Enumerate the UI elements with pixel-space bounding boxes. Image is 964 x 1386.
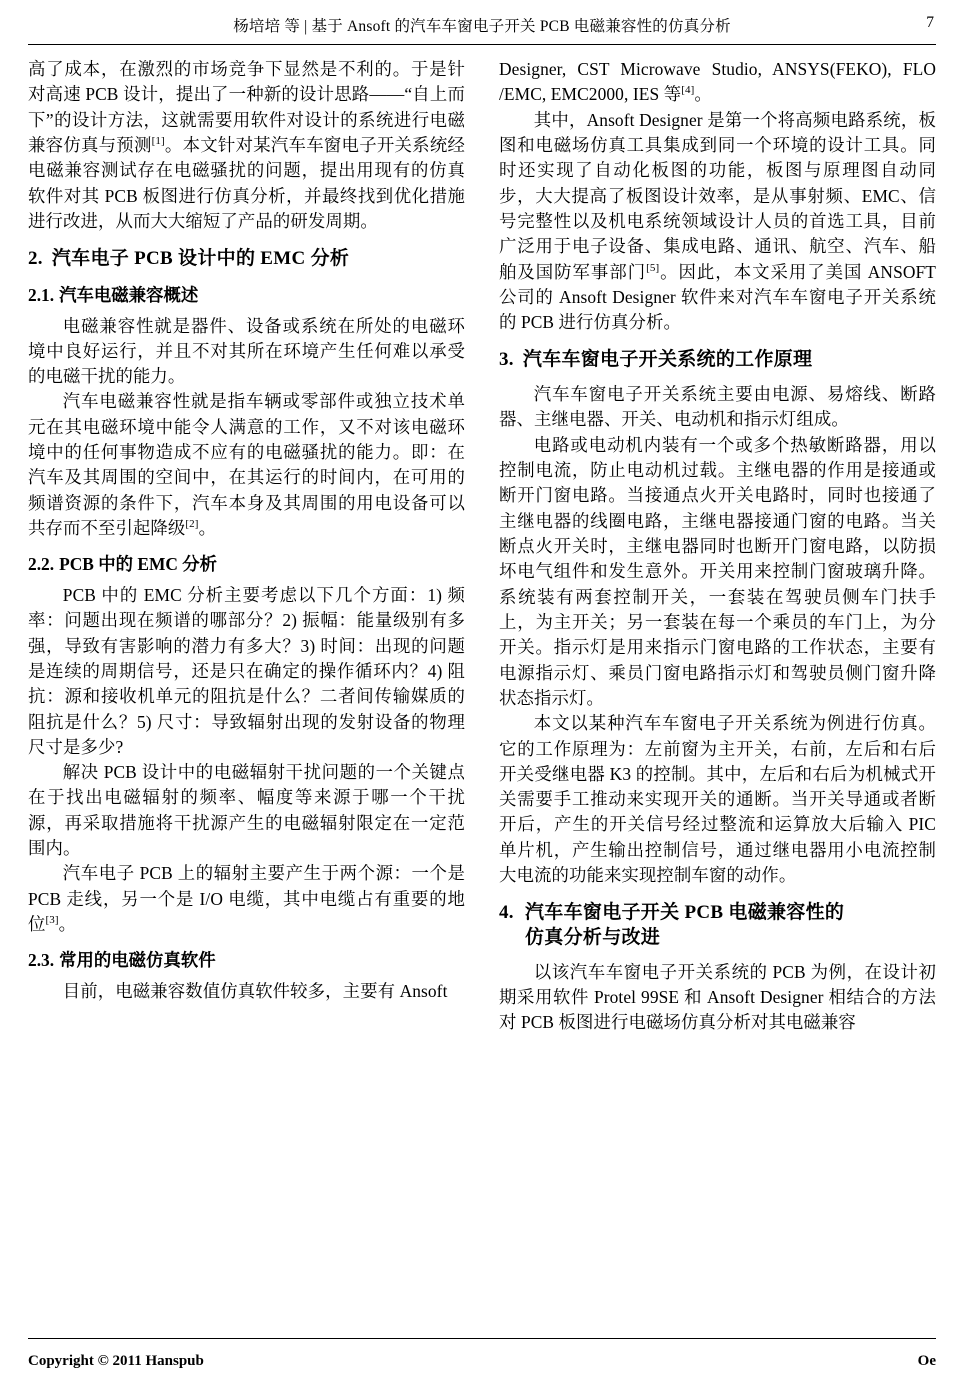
paragraph: PCB 中的 EMC 分析主要考虑以下几个方面：1) 频率：问题出现在频谱的哪部分？2) 振幅：能量级别有多强，导致有害影响的潜力有多大？3) 时间：出现的问题是连续的周期信号，还是只在确定的操作循环内？4) 阻抗：源和接收机单元的阻抗是什么？二者间传输媒质的阻抗是什么？5) 尺寸：导致辐射出现的发射设备的物理尺寸是多少? [28,584,465,757]
section-title: 汽车电子 PCB 设计中的 EMC 分析 [51,248,350,270]
paragraph: 汽车电子 PCB 上的辐射主要产生于两个源：一个是 PCB 走线，另一个是 I/O 电缆，其中电缆占有重要的地位[3]。 [28,863,465,934]
section-title: 汽车车窗电子开关系统的工作原理 [522,349,813,371]
subsection-heading-2-1 [28,284,465,307]
right-column [499,57,936,1315]
subsection-heading-2-3 [28,949,465,972]
paragraph: 电磁兼容性就是器件、设备或系统在所处的电磁环境中良好运行，并且不对其所在环境产生任何难以承受的电磁干扰的能力。 [28,315,465,387]
paragraph: 本文以某种汽车车窗电子开关系统为例进行仿真。它的工作原理为：左前窗为主开关，右前，左后和右后开关受继电器 K3 的控制。其中，左后和右后为机械式开关需要手工推动来实现开关的通断。当开关导通或者断开后，产生的开关信号经过整流和运算放大后输入 PIC 单片机，产生输出控制信号，通过继电器用小电流控制大电流的功能来实现控制车窗的动作。 [499,713,936,886]
section-number: 2. [28,248,43,270]
section-number: 3. [499,349,514,371]
paragraph: 高了成本，在激烈的市场竞争下显然是不利的。于是针对高速 PCB 设计，提出了一种新的设计思路——“自上而下”的设计方法，这就需要用软件对设计的系统进行电磁兼容仿真与预测[1]。本文针对某汽车车窗电子开关系统经电磁兼容测试存在电磁骚扰的问题，提出用现有的仿真软件对其 PCB 板图进行仿真分析，并最终找到优化措施进行改进，从而大大缩短了产品的研发周期。 [28,59,465,231]
running-title: 杨培培 等 | 基于 Ansoft 的汽车车窗电子开关 PCB 电磁兼容性的仿真分析 [233,18,731,35]
section-title-block [525,901,936,950]
running-head-inner [28,14,936,41]
subsection-heading-2-2 [28,553,465,576]
left-column [28,57,465,1315]
subsection-number: 2.2. [28,554,55,575]
section-heading-4 [499,901,936,950]
page-number: 7 [926,14,934,31]
page-footer [28,1338,936,1370]
section-title-line-2: 仿真分析与改进 [525,927,661,949]
subsection-number: 2.1. [28,284,55,305]
section-title-line-1: 汽车车窗电子开关 PCB 电磁兼容性的 [525,902,845,924]
section-heading-2 [28,247,465,272]
paragraph: 目前，电磁兼容数值仿真软件较多，主要有 Ansoft [62,980,448,1001]
section-number: 4. [499,902,514,924]
two-column-body [28,57,936,1315]
paragraph: 汽车电磁兼容性就是指车辆或零部件或独立技术单元在其电磁环境中能令人满意的工作，又不对该电磁环境中的任何事物造成不应有的电磁骚扰的能力。即：在汽车及其周围的空间中，在其运行的时间内，在可用的频谱资源的条件下，汽车本身及其周围的用电设备可以共存而不至引起降级[2]。 [28,391,465,538]
running-head [28,14,936,45]
paragraph: Designer, CST Microwave Studio, ANSYS(FEKO), FLO /EMC, EMC2000, IES 等[4]。 [499,59,936,105]
paragraph: 电路或电动机内装有一个或多个热敏断路器，用以控制电流，防止电动机过载。主继电器的作用是接通或断开门窗电路。当接通点火开关电路时，同时也接通了主继电器的线圈电路，主继电器接通门窗的电路。当关断点火开关时，主继电器同时也断开门窗电路，以防损坏电气组件和发生意外。开关用来控制门窗玻璃升降。系统装有两套控制开关，一套装在驾驶员侧车门扶手上，为主开关；另一套装在每一个乘员的车门上，为分开关。指示灯是用来指示门窗电路的工作状态，主要有电源指示灯、乘员门窗电路指示灯和驾驶员侧门窗升降状态指示灯。 [499,434,936,708]
footer-right-mark: Oe [917,1353,936,1369]
copyright-notice: Copyright © 2011 Hanspub [28,1353,204,1369]
subsection-title: 汽车电磁兼容概述 [59,284,199,305]
subsection-number: 2.3. [28,950,55,971]
paragraph: 汽车车窗电子开关系统主要由电源、易熔线、断路器、主继电器、开关、电动机和指示灯组成。 [499,384,936,430]
subsection-title: PCB 中的 EMC 分析 [59,554,218,575]
paragraph: 以该汽车车窗电子开关系统的 PCB 为例，在设计初期采用软件 Protel 99SE 和 Ansoft Designer 相结合的方法对 PCB 板图进行电磁场仿真分析对其电磁兼容 [499,961,936,1033]
paragraph: 解决 PCB 设计中的电磁辐射干扰问题的一个关键点在于找出电磁辐射的频率、幅度等来源于哪一个干扰源，再采取措施将干扰源产生的电磁辐射限定在一定范围内。 [28,762,465,859]
section-heading-3 [499,348,936,373]
subsection-title: 常用的电磁仿真软件 [59,950,216,971]
paragraph: 其中，Ansoft Designer 是第一个将高频电路系统，板图和电磁场仿真工具集成到同一个环境的设计工具。同时还实现了自动化板图的功能，板图与原理图自动同步，大大提高了板图设计效率，是从事射频、EMC、信号完整性以及机电系统领域设计人员的首选工具，目前广泛用于电子设备、集成电路、通讯、航空、汽车、船舶及国防军事部门[5]。因此，本文采用了美国 ANSOFT 公司的 Ansoft Designer 软件来对汽车车窗电子开关系统的 PCB 进行仿真分析。 [499,109,936,333]
